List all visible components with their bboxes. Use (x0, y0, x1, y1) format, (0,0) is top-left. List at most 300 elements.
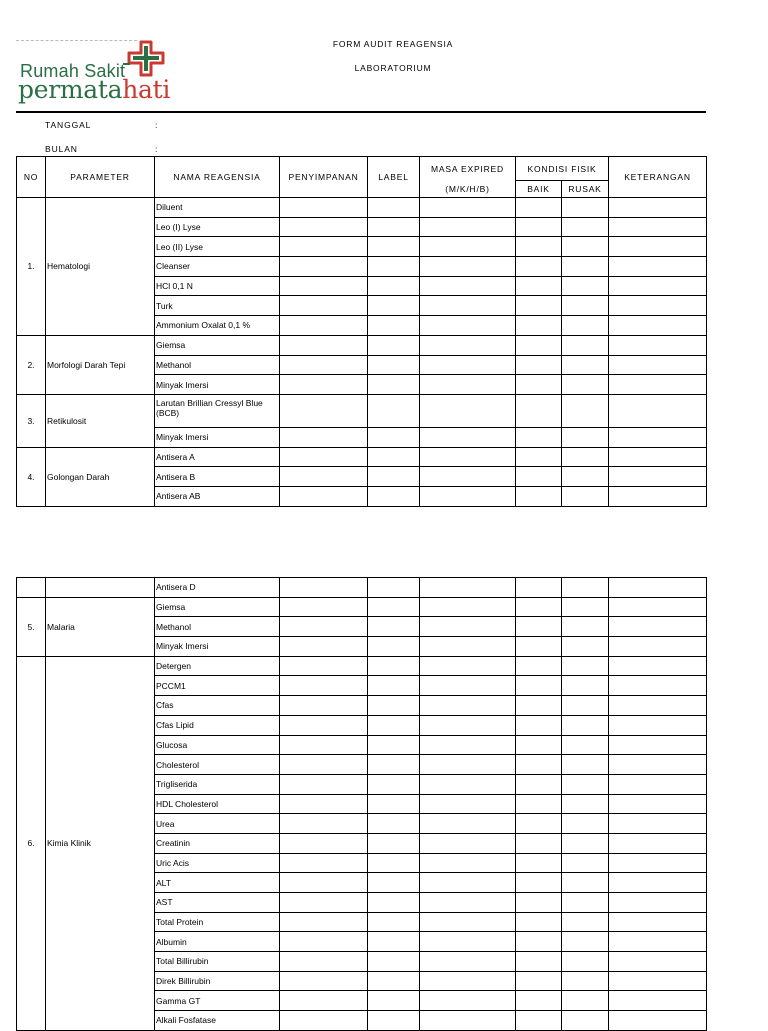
penyimpanan-input-cell[interactable] (280, 755, 368, 775)
reagent-audit-table-page1 (16, 156, 707, 507)
baik-input-cell[interactable] (516, 952, 562, 972)
reagent-name: Ammonium Oxalat 0,1 % (155, 316, 280, 336)
baik-input-cell[interactable] (516, 597, 562, 617)
table-row (17, 656, 707, 676)
keterangan-input-cell[interactable] (609, 335, 707, 355)
label-input-cell[interactable] (368, 755, 420, 775)
masa-expired-input-cell[interactable] (420, 237, 516, 257)
reagent-name: AST (155, 893, 280, 913)
keterangan-input-cell[interactable] (609, 375, 707, 395)
masa-expired-input-cell[interactable] (420, 427, 516, 447)
keterangan-input-cell[interactable] (609, 355, 707, 375)
rusak-input-cell[interactable] (562, 932, 609, 952)
penyimpanan-input-cell[interactable] (280, 447, 368, 467)
masa-expired-input-cell[interactable] (420, 696, 516, 716)
label-input-cell[interactable] (368, 355, 420, 375)
baik-input-cell[interactable] (516, 296, 562, 316)
masa-expired-input-cell[interactable] (420, 637, 516, 657)
masa-expired-input-cell[interactable] (420, 257, 516, 277)
label-input-cell[interactable] (368, 237, 420, 257)
masa-expired-input-cell[interactable] (420, 578, 516, 598)
rusak-input-cell[interactable] (562, 991, 609, 1011)
label-input-cell[interactable] (368, 296, 420, 316)
penyimpanan-input-cell[interactable] (280, 873, 368, 893)
label-input-cell[interactable] (368, 814, 420, 834)
baik-input-cell[interactable] (516, 447, 562, 467)
baik-input-cell[interactable] (516, 971, 562, 991)
label-input-cell[interactable] (368, 833, 420, 853)
penyimpanan-input-cell[interactable] (280, 486, 368, 506)
keterangan-input-cell[interactable] (609, 952, 707, 972)
reagent-name: Minyak Imersi (155, 375, 280, 395)
keterangan-input-cell[interactable] (609, 735, 707, 755)
label-input-cell[interactable] (368, 794, 420, 814)
reagent-name: Gamma GT (155, 991, 280, 1011)
keterangan-input-cell[interactable] (609, 676, 707, 696)
label-input-cell[interactable] (368, 617, 420, 637)
baik-input-cell[interactable] (516, 198, 562, 218)
baik-input-cell[interactable] (516, 1011, 562, 1031)
baik-input-cell[interactable] (516, 276, 562, 296)
parameter-cell: Morfologi Darah Tepi (46, 335, 155, 394)
masa-expired-input-cell[interactable] (420, 971, 516, 991)
masa-expired-input-cell[interactable] (420, 735, 516, 755)
bulan-label: BULAN (45, 144, 78, 154)
penyimpanan-input-cell[interactable] (280, 676, 368, 696)
reagent-name: Leo (I) Lyse (155, 217, 280, 237)
label-input-cell[interactable] (368, 893, 420, 913)
form-title: FORM AUDIT REAGENSIA (332, 39, 454, 49)
label-input-cell[interactable] (368, 578, 420, 598)
baik-input-cell[interactable] (516, 335, 562, 355)
keterangan-input-cell[interactable] (609, 427, 707, 447)
keterangan-input-cell[interactable] (609, 991, 707, 1011)
label-input-cell[interactable] (368, 198, 420, 218)
penyimpanan-input-cell[interactable] (280, 774, 368, 794)
keterangan-input-cell[interactable] (609, 316, 707, 336)
masa-expired-input-cell[interactable] (420, 912, 516, 932)
rusak-input-cell[interactable] (562, 1011, 609, 1031)
keterangan-input-cell[interactable] (609, 912, 707, 932)
penyimpanan-input-cell[interactable] (280, 597, 368, 617)
keterangan-input-cell[interactable] (609, 1011, 707, 1031)
reagent-name: Uric Acis (155, 853, 280, 873)
reagent-name: Total Protein (155, 912, 280, 932)
baik-input-cell[interactable] (516, 774, 562, 794)
rusak-input-cell[interactable] (562, 696, 609, 716)
masa-expired-input-cell[interactable] (420, 794, 516, 814)
keterangan-input-cell[interactable] (609, 617, 707, 637)
penyimpanan-input-cell[interactable] (280, 735, 368, 755)
rusak-input-cell[interactable] (562, 637, 609, 657)
penyimpanan-input-cell[interactable] (280, 257, 368, 277)
penyimpanan-input-cell[interactable] (280, 932, 368, 952)
keterangan-input-cell[interactable] (609, 774, 707, 794)
penyimpanan-input-cell[interactable] (280, 912, 368, 932)
masa-expired-input-cell[interactable] (420, 1011, 516, 1031)
rusak-input-cell[interactable] (562, 375, 609, 395)
masa-expired-input-cell[interactable] (420, 217, 516, 237)
rusak-input-cell[interactable] (562, 486, 609, 506)
masa-expired-input-cell[interactable] (420, 656, 516, 676)
label-input-cell[interactable] (368, 316, 420, 336)
label-input-cell[interactable] (368, 952, 420, 972)
label-input-cell[interactable] (368, 912, 420, 932)
masa-expired-input-cell[interactable] (420, 833, 516, 853)
label-input-cell[interactable] (368, 676, 420, 696)
tanggal-separator: : (155, 120, 159, 130)
rusak-input-cell[interactable] (562, 597, 609, 617)
masa-expired-input-cell[interactable] (420, 597, 516, 617)
penyimpanan-input-cell[interactable] (280, 198, 368, 218)
penyimpanan-input-cell[interactable] (280, 696, 368, 716)
rusak-input-cell[interactable] (562, 971, 609, 991)
penyimpanan-input-cell[interactable] (280, 375, 368, 395)
penyimpanan-input-cell[interactable] (280, 971, 368, 991)
baik-input-cell[interactable] (516, 676, 562, 696)
baik-input-cell[interactable] (516, 735, 562, 755)
rusak-input-cell[interactable] (562, 794, 609, 814)
parameter-cell: Hematologi (46, 198, 155, 336)
rusak-input-cell[interactable] (562, 676, 609, 696)
rusak-input-cell[interactable] (562, 296, 609, 316)
table-row (17, 578, 707, 598)
label-input-cell[interactable] (368, 853, 420, 873)
keterangan-input-cell[interactable] (609, 833, 707, 853)
keterangan-input-cell[interactable] (609, 794, 707, 814)
baik-input-cell[interactable] (516, 486, 562, 506)
bulan-separator: : (155, 144, 159, 154)
label-input-cell[interactable] (368, 276, 420, 296)
baik-input-cell[interactable] (516, 833, 562, 853)
label-input-cell[interactable] (368, 394, 420, 427)
masa-expired-input-cell[interactable] (420, 676, 516, 696)
rusak-input-cell[interactable] (562, 814, 609, 834)
header-masa-expired: MASA EXPIRED (420, 157, 516, 181)
keterangan-input-cell[interactable] (609, 755, 707, 775)
keterangan-input-cell[interactable] (609, 296, 707, 316)
keterangan-input-cell[interactable] (609, 893, 707, 913)
rusak-input-cell[interactable] (562, 755, 609, 775)
label-input-cell[interactable] (368, 637, 420, 657)
keterangan-input-cell[interactable] (609, 578, 707, 598)
table-row (17, 394, 707, 427)
baik-input-cell[interactable] (516, 912, 562, 932)
header-parameter: PARAMETER (46, 157, 155, 198)
parameter-cell: Malaria (46, 597, 155, 656)
header-divider (16, 111, 706, 113)
masa-expired-input-cell[interactable] (420, 715, 516, 735)
rusak-input-cell[interactable] (562, 427, 609, 447)
keterangan-input-cell[interactable] (609, 447, 707, 467)
header-keterangan: KETERANGAN (609, 157, 707, 198)
label-input-cell[interactable] (368, 932, 420, 952)
baik-input-cell[interactable] (516, 217, 562, 237)
rusak-input-cell[interactable] (562, 467, 609, 487)
rusak-input-cell[interactable] (562, 217, 609, 237)
row-number: 5. (17, 597, 46, 656)
masa-expired-input-cell[interactable] (420, 932, 516, 952)
reagent-name: Direk Billirubin (155, 971, 280, 991)
baik-input-cell[interactable] (516, 237, 562, 257)
penyimpanan-input-cell[interactable] (280, 814, 368, 834)
reagent-name: Antisera AB (155, 486, 280, 506)
reagent-name: ALT (155, 873, 280, 893)
baik-input-cell[interactable] (516, 794, 562, 814)
keterangan-input-cell[interactable] (609, 637, 707, 657)
row-number (17, 578, 46, 598)
rusak-input-cell[interactable] (562, 257, 609, 277)
label-input-cell[interactable] (368, 597, 420, 617)
masa-expired-input-cell[interactable] (420, 853, 516, 873)
reagent-name: Minyak Imersi (155, 427, 280, 447)
keterangan-input-cell[interactable] (609, 486, 707, 506)
penyimpanan-input-cell[interactable] (280, 1011, 368, 1031)
keterangan-input-cell[interactable] (609, 198, 707, 218)
reagent-name: Larutan Brillian Cressyl Blue (BCB) (155, 394, 280, 427)
masa-expired-input-cell[interactable] (420, 617, 516, 637)
penyimpanan-input-cell[interactable] (280, 578, 368, 598)
reagent-name: Glucosa (155, 735, 280, 755)
masa-expired-input-cell[interactable] (420, 316, 516, 336)
row-number: 6. (17, 656, 46, 1030)
rusak-input-cell[interactable] (562, 335, 609, 355)
masa-expired-input-cell[interactable] (420, 952, 516, 972)
penyimpanan-input-cell[interactable] (280, 853, 368, 873)
reagent-name: Cleanser (155, 257, 280, 277)
brand-name (18, 75, 170, 104)
label-input-cell[interactable] (368, 427, 420, 447)
baik-input-cell[interactable] (516, 578, 562, 598)
rusak-input-cell[interactable] (562, 873, 609, 893)
reagent-name: Leo (II) Lyse (155, 237, 280, 257)
rusak-input-cell[interactable] (562, 447, 609, 467)
penyimpanan-input-cell[interactable] (280, 991, 368, 1011)
reagent-name: Antisera B (155, 467, 280, 487)
tanggal-label: TANGGAL (45, 120, 92, 130)
label-input-cell[interactable] (368, 696, 420, 716)
label-input-cell[interactable] (368, 447, 420, 467)
keterangan-input-cell[interactable] (609, 873, 707, 893)
row-number: 1. (17, 198, 46, 336)
masa-expired-input-cell[interactable] (420, 375, 516, 395)
keterangan-input-cell[interactable] (609, 597, 707, 617)
baik-input-cell[interactable] (516, 355, 562, 375)
parameter-cell: Retikulosit (46, 394, 155, 447)
masa-expired-input-cell[interactable] (420, 814, 516, 834)
penyimpanan-input-cell[interactable] (280, 427, 368, 447)
reagent-name: Albumin (155, 932, 280, 952)
reagent-name: Total Billirubin (155, 952, 280, 972)
header-nama-reagensia: NAMA REAGENSIA (155, 157, 280, 198)
penyimpanan-input-cell[interactable] (280, 316, 368, 336)
row-number: 4. (17, 447, 46, 506)
rusak-input-cell[interactable] (562, 952, 609, 972)
penyimpanan-input-cell[interactable] (280, 617, 368, 637)
baik-input-cell[interactable] (516, 755, 562, 775)
label-input-cell[interactable] (368, 774, 420, 794)
rusak-input-cell[interactable] (562, 394, 609, 427)
masa-expired-input-cell[interactable] (420, 296, 516, 316)
reagent-name: Minyak Imersi (155, 637, 280, 657)
masa-expired-input-cell[interactable] (420, 335, 516, 355)
keterangan-input-cell[interactable] (609, 276, 707, 296)
penyimpanan-input-cell[interactable] (280, 794, 368, 814)
brand-name-part1: permata (18, 75, 123, 104)
rusak-input-cell[interactable] (562, 316, 609, 336)
baik-input-cell[interactable] (516, 467, 562, 487)
rusak-input-cell[interactable] (562, 617, 609, 637)
reagent-name: HDL Cholesterol (155, 794, 280, 814)
header-masa-expired-unit: (M/K/H/B) (420, 181, 516, 198)
penyimpanan-input-cell[interactable] (280, 952, 368, 972)
brand-name-part2: hati (122, 75, 171, 104)
label-input-cell[interactable] (368, 375, 420, 395)
header-kondisi-fisik: KONDISI FISIK (516, 157, 609, 181)
label-input-cell[interactable] (368, 991, 420, 1011)
label-input-cell[interactable] (368, 735, 420, 755)
masa-expired-input-cell[interactable] (420, 394, 516, 427)
keterangan-input-cell[interactable] (609, 971, 707, 991)
penyimpanan-input-cell[interactable] (280, 833, 368, 853)
label-input-cell[interactable] (368, 971, 420, 991)
reagent-audit-table-page2 (16, 577, 707, 1031)
rusak-input-cell[interactable] (562, 198, 609, 218)
penyimpanan-input-cell[interactable] (280, 296, 368, 316)
header-no: NO (17, 157, 46, 198)
baik-input-cell[interactable] (516, 656, 562, 676)
label-input-cell[interactable] (368, 217, 420, 237)
penyimpanan-input-cell[interactable] (280, 217, 368, 237)
rusak-input-cell[interactable] (562, 774, 609, 794)
baik-input-cell[interactable] (516, 991, 562, 1011)
rusak-input-cell[interactable] (562, 833, 609, 853)
keterangan-input-cell[interactable] (609, 467, 707, 487)
reagent-name: Giemsa (155, 335, 280, 355)
label-input-cell[interactable] (368, 1011, 420, 1031)
label-input-cell[interactable] (368, 715, 420, 735)
keterangan-input-cell[interactable] (609, 696, 707, 716)
baik-input-cell[interactable] (516, 394, 562, 427)
reagent-name: Antisera A (155, 447, 280, 467)
masa-expired-input-cell[interactable] (420, 991, 516, 1011)
label-input-cell[interactable] (368, 335, 420, 355)
penyimpanan-input-cell[interactable] (280, 237, 368, 257)
baik-input-cell[interactable] (516, 932, 562, 952)
reagent-name: Trigliserida (155, 774, 280, 794)
penyimpanan-input-cell[interactable] (280, 394, 368, 427)
reagent-name: Urea (155, 814, 280, 834)
penyimpanan-input-cell[interactable] (280, 656, 368, 676)
rusak-input-cell[interactable] (562, 912, 609, 932)
baik-input-cell[interactable] (516, 873, 562, 893)
penyimpanan-input-cell[interactable] (280, 637, 368, 657)
table-row (17, 447, 707, 467)
header-baik: BAIK (516, 181, 562, 198)
baik-input-cell[interactable] (516, 853, 562, 873)
reagent-name: HCl 0,1 N (155, 276, 280, 296)
reagent-name: Turk (155, 296, 280, 316)
rusak-input-cell[interactable] (562, 735, 609, 755)
reagent-name: Creatinin (155, 833, 280, 853)
penyimpanan-input-cell[interactable] (280, 715, 368, 735)
row-number: 3. (17, 394, 46, 447)
keterangan-input-cell[interactable] (609, 715, 707, 735)
penyimpanan-input-cell[interactable] (280, 335, 368, 355)
row-number: 2. (17, 335, 46, 394)
masa-expired-input-cell[interactable] (420, 873, 516, 893)
rusak-input-cell[interactable] (562, 355, 609, 375)
masa-expired-input-cell[interactable] (420, 198, 516, 218)
baik-input-cell[interactable] (516, 637, 562, 657)
masa-expired-input-cell[interactable] (420, 467, 516, 487)
masa-expired-input-cell[interactable] (420, 355, 516, 375)
baik-input-cell[interactable] (516, 715, 562, 735)
header-label: LABEL (368, 157, 420, 198)
keterangan-input-cell[interactable] (609, 814, 707, 834)
label-input-cell[interactable] (368, 486, 420, 506)
baik-input-cell[interactable] (516, 316, 562, 336)
keterangan-input-cell[interactable] (609, 394, 707, 427)
label-input-cell[interactable] (368, 257, 420, 277)
rusak-input-cell[interactable] (562, 853, 609, 873)
rusak-input-cell[interactable] (562, 893, 609, 913)
baik-input-cell[interactable] (516, 427, 562, 447)
masa-expired-input-cell[interactable] (420, 276, 516, 296)
masa-expired-input-cell[interactable] (420, 893, 516, 913)
label-input-cell[interactable] (368, 467, 420, 487)
parameter-cell: Golongan Darah (46, 447, 155, 506)
reagent-name: Antisera D (155, 578, 280, 598)
keterangan-input-cell[interactable] (609, 237, 707, 257)
rusak-input-cell[interactable] (562, 715, 609, 735)
keterangan-input-cell[interactable] (609, 217, 707, 237)
label-input-cell[interactable] (368, 656, 420, 676)
brand-line1: Rumah Sakit (20, 61, 126, 81)
baik-input-cell[interactable] (516, 696, 562, 716)
keterangan-input-cell[interactable] (609, 853, 707, 873)
penyimpanan-input-cell[interactable] (280, 276, 368, 296)
table-row (17, 198, 707, 218)
rusak-input-cell[interactable] (562, 276, 609, 296)
baik-input-cell[interactable] (516, 375, 562, 395)
cross-heart-icon (122, 40, 172, 80)
penyimpanan-input-cell[interactable] (280, 355, 368, 375)
rusak-input-cell[interactable] (562, 656, 609, 676)
parameter-cell: Kimia Klinik (46, 656, 155, 1030)
baik-input-cell[interactable] (516, 814, 562, 834)
masa-expired-input-cell[interactable] (420, 486, 516, 506)
masa-expired-input-cell[interactable] (420, 447, 516, 467)
penyimpanan-input-cell[interactable] (280, 893, 368, 913)
keterangan-input-cell[interactable] (609, 656, 707, 676)
masa-expired-input-cell[interactable] (420, 755, 516, 775)
label-input-cell[interactable] (368, 873, 420, 893)
rusak-input-cell[interactable] (562, 237, 609, 257)
rusak-input-cell[interactable] (562, 578, 609, 598)
reagent-name: Giemsa (155, 597, 280, 617)
keterangan-input-cell[interactable] (609, 932, 707, 952)
baik-input-cell[interactable] (516, 893, 562, 913)
reagent-name: Alkali Fosfatase (155, 1011, 280, 1031)
hospital-logo (18, 38, 178, 104)
reagent-name: Cfas (155, 696, 280, 716)
penyimpanan-input-cell[interactable] (280, 467, 368, 487)
baik-input-cell[interactable] (516, 617, 562, 637)
masa-expired-input-cell[interactable] (420, 774, 516, 794)
baik-input-cell[interactable] (516, 257, 562, 277)
keterangan-input-cell[interactable] (609, 257, 707, 277)
